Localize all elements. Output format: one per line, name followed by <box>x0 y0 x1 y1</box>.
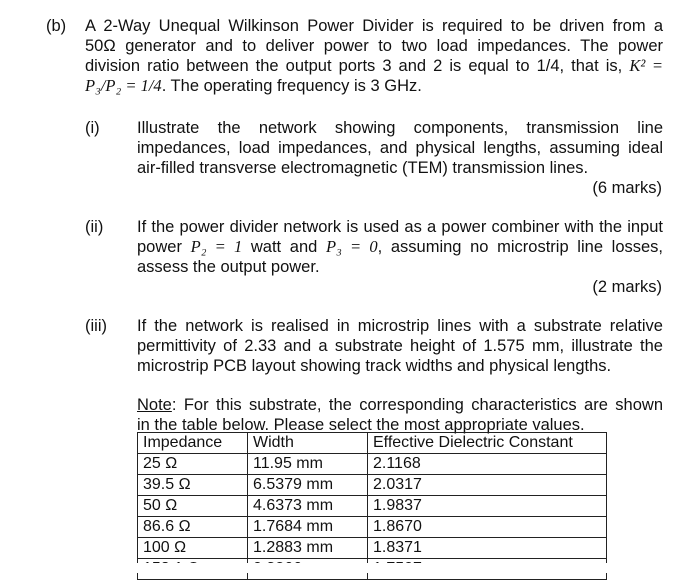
header-width: Width <box>248 433 368 454</box>
impedance-cell: 50 Ω <box>138 496 248 517</box>
width-cell: 11.95 mm <box>248 454 368 475</box>
question-ii-marks: (2 marks) <box>592 278 662 296</box>
table-header-row <box>138 433 607 454</box>
question-i-line-3: air-filled transverse electromagnetic (TEM) transmission lines. <box>137 159 589 177</box>
part-b-line-3 <box>85 56 663 76</box>
impedance-cell: 86.6 Ω <box>138 517 248 538</box>
width-cell: 6.5379 mm <box>248 475 368 496</box>
width-cell: 1.7684 mm <box>248 517 368 538</box>
question-i-paragraph <box>137 118 663 178</box>
part-b-line-1: A 2-Way Unequal Wilkinson Power Divider is required to be driven from a <box>85 17 663 35</box>
dielectric-cell: 1.8670 <box>368 517 607 538</box>
question-ii-line-1: If the power divider network is used as a power combiner with the input <box>137 218 663 236</box>
note-line-1 <box>137 395 663 415</box>
question-ii-line-2-c: , assuming no microstrip line losses, <box>377 238 664 256</box>
question-ii-p2: P₂ = 1 <box>190 237 243 256</box>
width-cell: 1.2883 mm <box>248 538 368 559</box>
width-cell: 4.6373 mm <box>248 496 368 517</box>
page-bottom-crop <box>0 563 700 573</box>
question-ii-line-2-a: power <box>137 238 191 256</box>
question-i-line-1: Illustrate the network showing components, transmission line <box>137 119 663 137</box>
question-ii-paragraph <box>137 217 663 277</box>
part-b-line-4 <box>85 76 663 96</box>
table-row <box>138 538 607 559</box>
impedance-cell: 39.5 Ω <box>138 475 248 496</box>
question-ii-line-2-b: watt and <box>242 238 326 256</box>
part-b-line-2: 50Ω generator and to deliver power to two load impedances. The power <box>85 37 663 55</box>
note-paragraph <box>137 395 663 435</box>
header-effective-dielectric-constant: Effective Dielectric Constant <box>368 433 607 454</box>
question-iii-line-2: permittivity of 2.33 and a substrate height of 1.575 mm, illustrate the <box>137 337 663 355</box>
part-b-paragraph <box>85 16 663 96</box>
table-row <box>138 454 607 475</box>
impedance-cell: 100 Ω <box>138 538 248 559</box>
part-b-k-squared: K² = <box>629 56 663 75</box>
dielectric-cell: 2.0317 <box>368 475 607 496</box>
table-row <box>138 496 607 517</box>
question-i-marks: (6 marks) <box>592 179 662 197</box>
header-impedance: Impedance <box>138 433 248 454</box>
question-label-i: (i) <box>85 119 100 137</box>
dielectric-cell: 2.1168 <box>368 454 607 475</box>
table-row <box>138 475 607 496</box>
part-b-power-ratio: P₃/P₂ = 1/4 <box>85 76 162 95</box>
note-label: Note <box>137 396 172 414</box>
dielectric-cell: 1.9837 <box>368 496 607 517</box>
question-iii-paragraph <box>137 316 663 376</box>
question-ii-line-2 <box>137 237 663 257</box>
note-line-1-rest: : For this substrate, the corresponding characteristics are shown <box>171 396 663 414</box>
part-label-b: (b) <box>46 17 67 35</box>
question-label-iii: (iii) <box>85 317 107 335</box>
table-row <box>138 517 607 538</box>
dielectric-cell: 1.8371 <box>368 538 607 559</box>
note-line-2: in the table below. Please select the most appropriate values. <box>137 416 585 434</box>
impedance-cell: 25 Ω <box>138 454 248 475</box>
question-iii-line-3: microstrip PCB layout showing track widths and physical lengths. <box>137 357 612 375</box>
question-i-line-2: impedances, load impedances, and physical lengths, assuming ideal <box>137 139 663 157</box>
substrate-characteristics-table <box>137 432 607 580</box>
question-label-ii: (ii) <box>85 218 104 236</box>
question-ii-line-3: assess the output power. <box>137 258 320 276</box>
question-ii-p3: P₃ = 0 <box>326 237 378 256</box>
part-b-line-4-text: . The operating frequency is 3 GHz. <box>161 77 422 95</box>
part-b-line-3-text: division ratio between the output ports 3 and 2 is equal to 1/4, that is, <box>85 57 630 75</box>
question-iii-line-1: If the network is realised in microstrip lines with a substrate relative <box>137 317 663 335</box>
